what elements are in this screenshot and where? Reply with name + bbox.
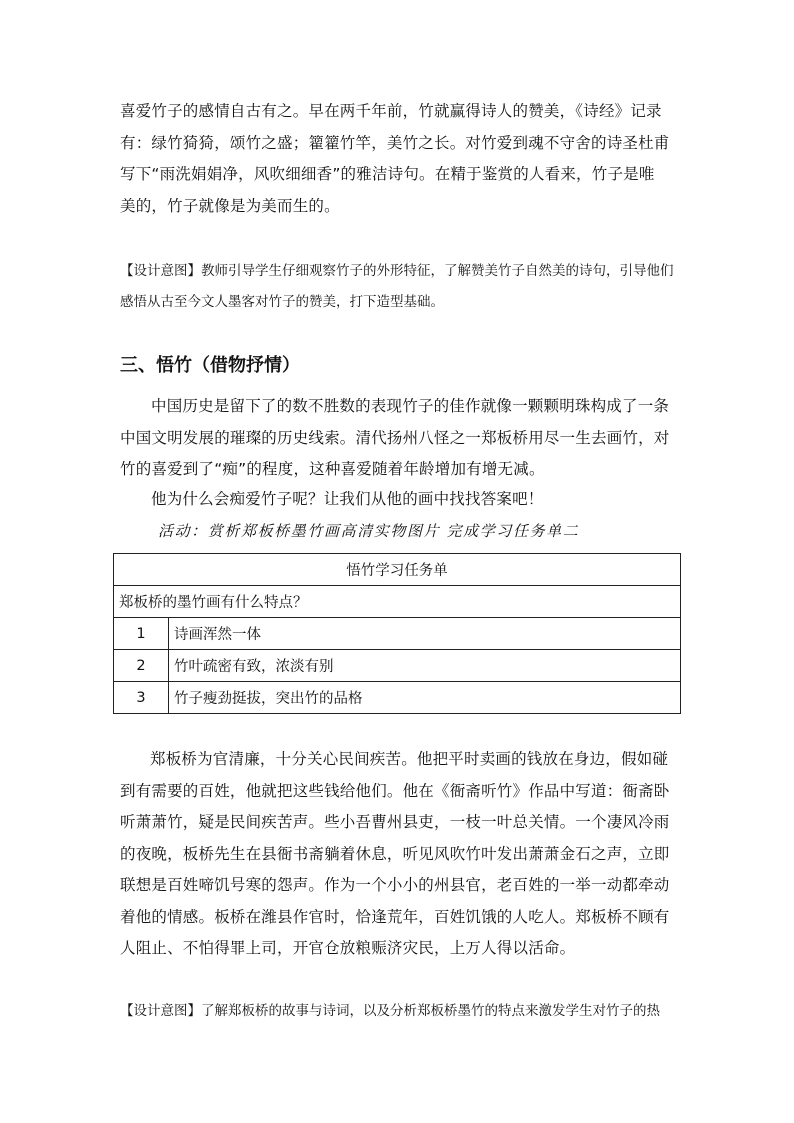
design-intent-text: 教师引导学生仔细观察竹子的外形特征，了解赞美竹子自然美的诗句，引导他们感悟从古至今文人墨客对竹子的赞美，打下造型基础。	[120, 263, 674, 310]
design-intent-2	[120, 996, 680, 1027]
table-title: 悟竹学习任务单	[114, 554, 681, 586]
design-intent-text: 了解郑板桥的故事与诗词，以及分析郑板桥墨竹的特点来激发学生对竹子的热	[201, 1003, 660, 1019]
row-text: 诗画浑然一体	[169, 618, 681, 650]
row-text: 竹叶疏密有致，浓淡有别	[169, 650, 681, 682]
intro-line: 有：绿竹猗猗，颂竹之盛；籊籊竹竿，美竹之长。对竹爱到魂不守舍的诗圣杜甫	[120, 133, 670, 152]
section-heading: 三、悟竹（借物抒情）	[120, 355, 300, 376]
intro-line: 写下“雨洗娟娟净，风吹细细香”的雅洁诗句。在精于鉴赏的人看来，竹子是唯	[120, 165, 655, 183]
story-paragraph: 郑板桥为官清廉，十分关心民间疾苦。他把平时卖画的钱放在身边，假如碰到有需要的百姓，他就把这些钱给他们。他在《衙斋听竹》作品中写道：衙斋卧听萧萧竹，疑是民间疾苦声。些小吾曹州县吏，一枝一叶总关情。一个凄风冷雨的夜晚，板桥先生在县衙书斋躺着休息，听见风吹竹叶发出萧萧金石之声，立即联想是百姓啼饥号寒的怨声。作为一个小小的州县官，老百姓的一举一动都牵动着他的情感。板桥在潍县作官时，恰逢荒年，百姓饥饿的人吃人。郑板桥不顾有人阻止、不怕得罪上司，开官仓放粮赈济灾民，上万人得以活命。	[120, 750, 670, 957]
row-text: 竹子瘦劲挺拔，突出竹的品格	[169, 682, 681, 714]
table-row	[114, 618, 681, 650]
activity-line: 活动：赏析郑板桥墨竹画高清实物图片 完成学习任务单二	[158, 522, 580, 540]
row-number: 3	[114, 682, 169, 714]
table-question-row	[114, 586, 681, 618]
row-number: 1	[114, 618, 169, 650]
design-intent-tag: 【设计意图】	[120, 263, 201, 279]
design-intent-1	[120, 256, 680, 318]
intro-line: 美的，竹子就像是为美而生的。	[120, 196, 340, 215]
design-intent-tag: 【设计意图】	[120, 1003, 201, 1019]
intro-paragraph	[120, 96, 680, 222]
row-number: 2	[114, 650, 169, 682]
table-row	[114, 682, 681, 714]
table-title-row	[114, 554, 681, 586]
table-question: 郑板桥的墨竹画有什么特点？	[114, 586, 681, 618]
question-paragraph: 他为什么会痴爱竹子呢？让我们从他的画中找找答案吧！	[151, 490, 544, 508]
task-table	[113, 553, 681, 714]
history-paragraph: 中国历史是留下了的数不胜数的表现竹子的佳作就像一颗颗明珠构成了一条中国文明发展的璀璨的历史线索。清代扬州八怪之一郑板桥用尽一生去画竹，对竹的喜爱到了“痴”的程度，这种喜爱随着年龄增加有增无减。	[120, 397, 670, 478]
intro-line: 喜爱竹子的感情自古有之。早在两千年前，竹就赢得诗人的赞美，《诗经》记录	[120, 102, 662, 120]
table-row	[114, 650, 681, 682]
